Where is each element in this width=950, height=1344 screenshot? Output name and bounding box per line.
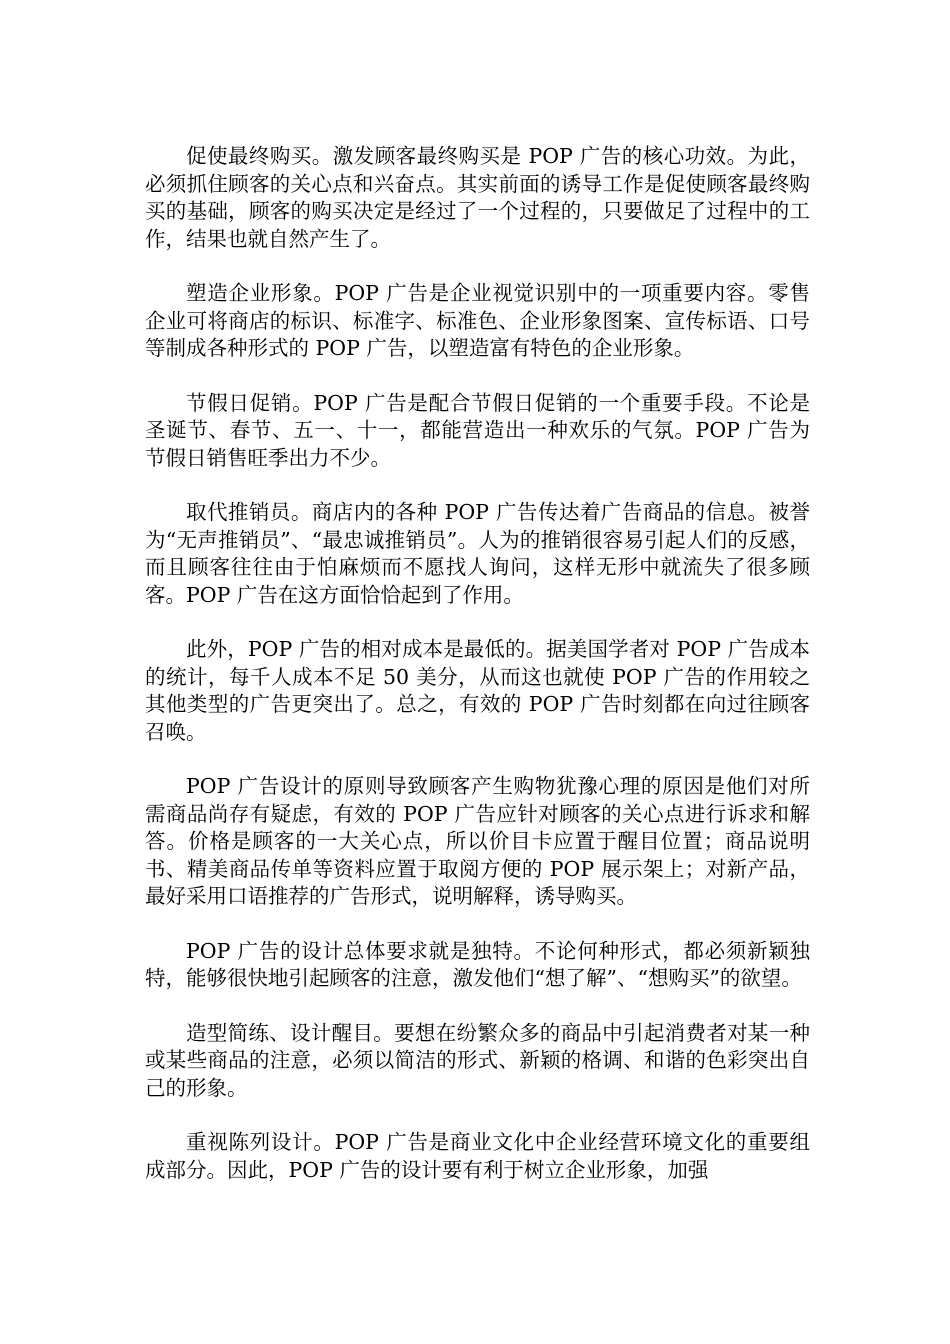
paragraph-cost: 此外，POP 广告的相对成本是最低的。据美国学者对 POP 广告成本的统计，每千人成本不足 50 美分，从而这也就使 POP 广告的作用较之其他类型的广告更突出了。总之，有效的 POP 广告时刻都在向过往顾客召唤。 [145, 637, 810, 744]
paragraph-corporate-image: 塑造企业形象。POP 广告是企业视觉识别中的一项重要内容。零售企业可将商店的标识、标准字、标准色、企业形象图案、宣传标语、口号等制成各种形式的 POP 广告，以塑造富有特色的企业形象。 [145, 281, 810, 360]
paragraph-final-purchase: 促使最终购买。激发顾客最终购买是 POP 广告的核心功效。为此，必须抓住顾客的关心点和兴奋点。其实前面的诱导工作是促使顾客最终购买的基础，顾客的购买决定是经过了一个过程的，只要做足了过程中的工作，结果也就自然产生了。 [145, 144, 810, 251]
paragraph-uniqueness: POP 广告的设计总体要求就是独特。不论何种形式，都必须新颖独特，能够很快地引起顾客的注意，激发他们“想了解”、“想购买”的欲望。 [145, 938, 810, 990]
paragraph-design-principles: POP 广告设计的原则导致顾客产生购物犹豫心理的原因是他们对所需商品尚存有疑虑，有效的 POP 广告应针对顾客的关心点进行诉求和解答。价格是顾客的一大关心点，所以价目卡应置于醒目位置；商品说明书、精美商品传单等资料应置于取阅方便的 POP 展示架上；对新产品，最好采用口语推荐的广告形式，说明解释，诱导购买。 [145, 774, 810, 908]
paragraph-concise-design: 造型简练、设计醒目。要想在纷繁众多的商品中引起消费者对某一种或某些商品的注意，必须以简洁的形式、新颖的格调、和谐的色彩突出自己的形象。 [145, 1020, 810, 1100]
paragraph-display-design: 重视陈列设计。POP 广告是商业文化中企业经营环境文化的重要组成部分。因此，POP 广告的设计要有利于树立企业形象，加强 [145, 1130, 810, 1182]
paragraph-replace-salesperson: 取代推销员。商店内的各种 POP 广告传达着广告商品的信息。被誉为“无声推销员”、“最忠诚推销员”。人为的推销很容易引起人们的反感，而且顾客往往由于怕麻烦而不愿找人询问，这样无形中就流失了很多顾客。POP 广告在这方面恰恰起到了作用。 [145, 500, 810, 607]
document-body [145, 143, 810, 1211]
paragraph-holiday-promotion: 节假日促销。POP 广告是配合节假日促销的一个重要手段。不论是圣诞节、春节、五一、十一，都能营造出一种欢乐的气氛。POP 广告为节假日销售旺季出力不少。 [145, 390, 810, 470]
